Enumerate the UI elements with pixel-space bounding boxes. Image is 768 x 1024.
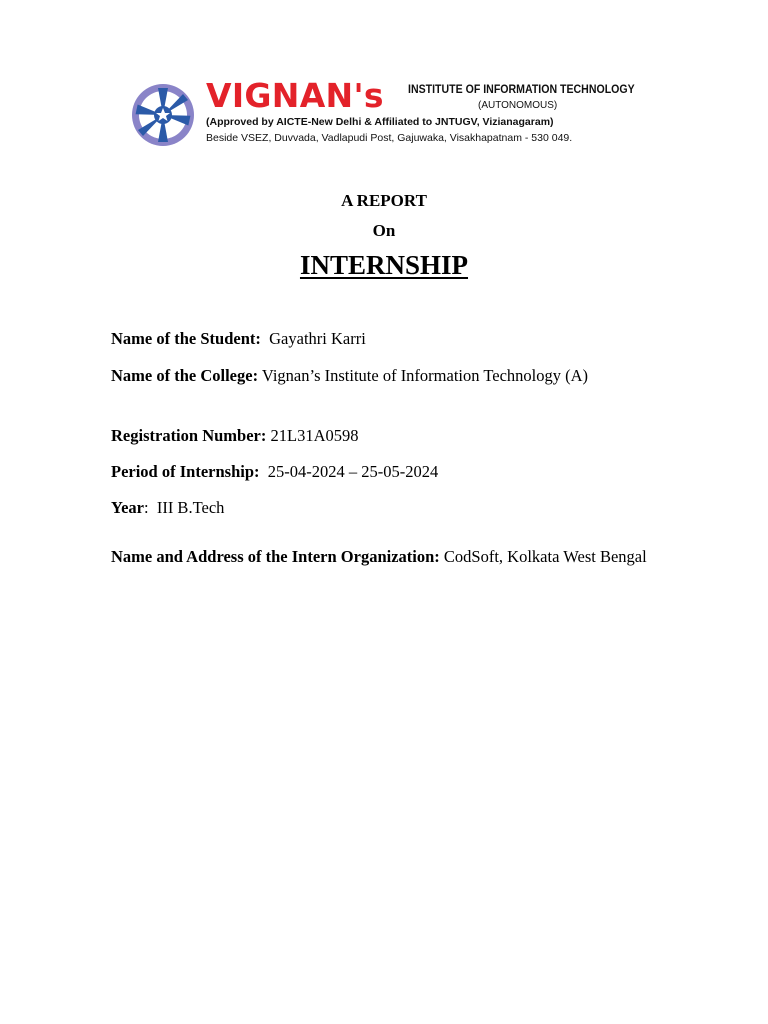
approval-line: (Approved by AICTE-New Delhi & Affiliated to JNTUGV, Vizianagaram)	[206, 116, 554, 128]
student-name-value: Gayathri Karri	[269, 329, 366, 348]
college-emblem-icon	[130, 82, 196, 148]
intern-organization-value: CodSoft, Kolkata West Bengal	[443, 547, 647, 566]
registration-number-field	[111, 426, 358, 446]
report-on-heading: On	[372, 221, 396, 240]
year-field	[111, 498, 224, 518]
student-name-label: Name of the Student:	[111, 329, 261, 348]
registration-number-value: 21L31A0598	[270, 426, 359, 445]
autonomous-label: (AUTONOMOUS)	[478, 100, 558, 111]
college-brand-name: VIGNAN's	[206, 76, 384, 115]
college-letterhead	[128, 76, 635, 154]
internship-period-label: Period of Internship:	[111, 462, 260, 481]
college-address: Beside VSEZ, Duvvada, Vadlapudi Post, Gajuwaka, Visakhapatnam - 530 049.	[206, 132, 573, 144]
report-title: INTERNSHIP	[299, 250, 469, 280]
intern-organization-field	[111, 542, 671, 571]
year-value: III B.Tech	[156, 498, 225, 517]
internship-period-value: 25-04-2024 – 25-05-2024	[267, 462, 439, 481]
college-name-value: Vignan’s Institute of Information Technology (A)	[261, 366, 589, 385]
intern-organization-label: Name and Address of the Intern Organization:	[111, 547, 440, 566]
report-heading: A REPORT	[341, 191, 427, 210]
student-name-field	[111, 329, 366, 349]
year-separator: :	[143, 498, 149, 517]
institute-name: INSTITUTE OF INFORMATION TECHNOLOGY	[408, 84, 635, 96]
college-name-field	[111, 366, 588, 386]
year-label: Year	[111, 498, 144, 517]
registration-number-label: Registration Number:	[111, 426, 267, 445]
college-name-label: Name of the College:	[111, 366, 259, 385]
internship-period-field	[111, 462, 438, 482]
